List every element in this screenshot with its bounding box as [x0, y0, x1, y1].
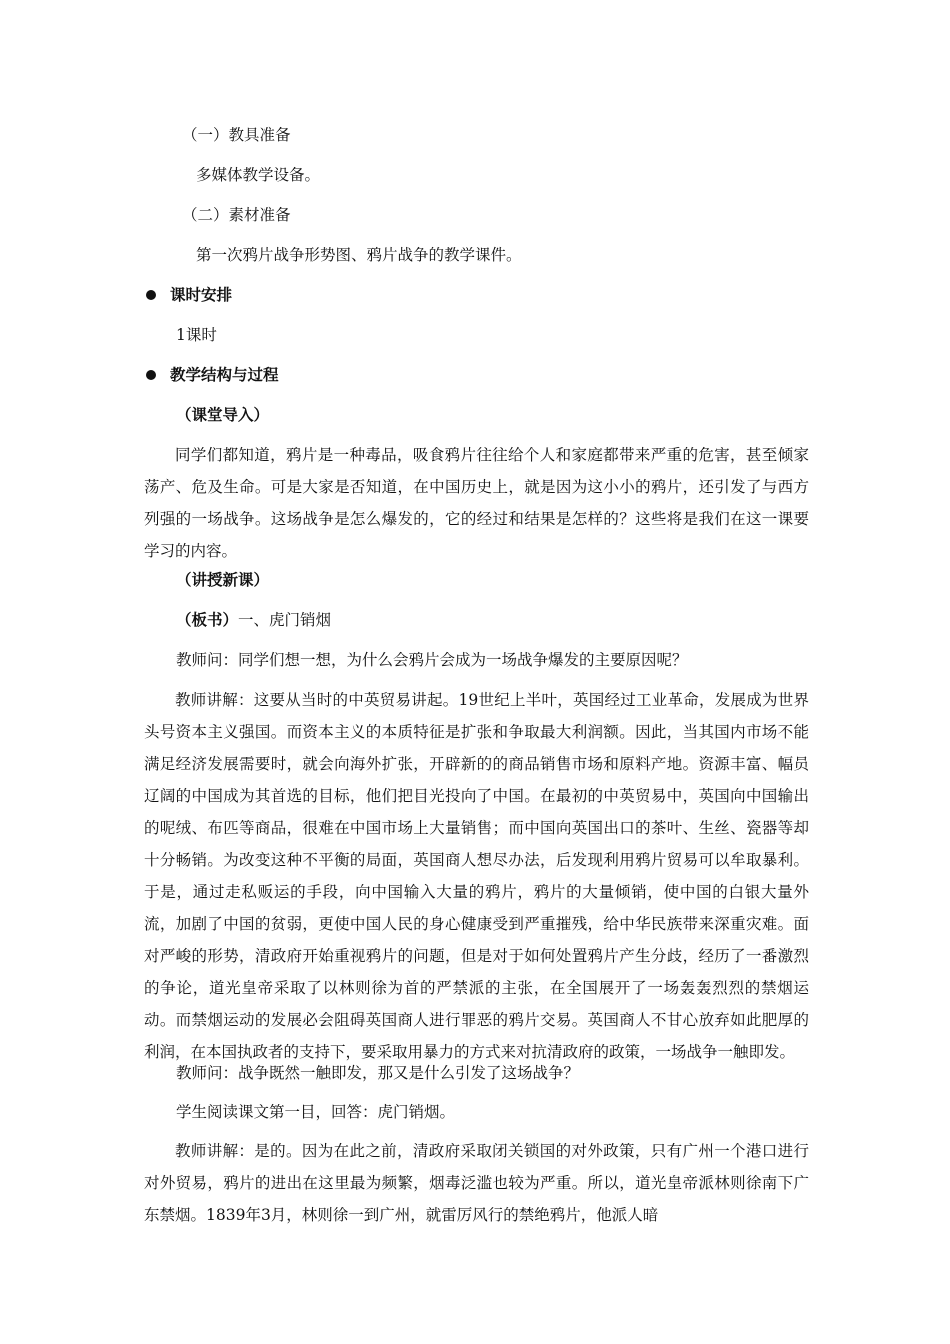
bullet-icon	[146, 290, 156, 300]
student-answer: 学生阅读课文第一目，回答：虎门销烟。	[176, 1103, 456, 1121]
teacher-question-2: 教师问：战争既然一触即发，那又是什么引发了这场战争？	[176, 1064, 580, 1082]
intro-label: （课堂导入）	[176, 405, 270, 424]
board-text: 一、虎门销烟	[238, 611, 332, 629]
prep-materials-heading: （二）素材准备	[182, 206, 291, 224]
schedule-heading: 课时安排	[170, 285, 233, 304]
board-line	[176, 610, 331, 630]
teacher-question-1: 教师问：同学们想一想，为什么会鸦片会成为一场战争爆发的主要原因呢？	[176, 651, 688, 669]
teacher-explanation-2: 教师讲解：是的。因为在此之前，清政府采取闭关锁国的对外政策，只有广州一个港口进行对外贸易，鸦片的进出在这里最为频繁，烟毒泛滥也较为严重。所以，道光皇帝派林则徐南下广东禁烟。1839年3月，林则徐一到广州，就雷厉风行的禁绝鸦片，他派人暗	[144, 1142, 809, 1224]
bullet-icon	[146, 370, 156, 380]
prep-materials-text: 第一次鸦片战争形势图、鸦片战争的教学课件。	[196, 246, 522, 264]
prep-tools-heading: （一）教具准备	[182, 126, 291, 144]
board-label: （板书）	[176, 610, 239, 629]
prep-tools-text: 多媒体教学设备。	[196, 166, 321, 184]
teacher-explanation-1: 教师讲解：这要从当时的中英贸易讲起。19世纪上半叶，英国经过工业革命，发展成为世界头号资本主义强国。而资本主义的本质特征是扩张和争取最大利润额。因此，当其国内市场不能满足经济发展需要时，就会向海外扩张，开辟新的的商品销售市场和原料产地。资源丰富、幅员辽阔的中国成为其首选的目标，他们把目光投向了中国。在最初的中英贸易中，英国向中国输出的呢绒、布匹等商品，很难在中国市场上大量销售；而中国向英国出口的茶叶、生丝、瓷器等却十分畅销。为改变这种不平衡的局面，英国商人想尽办法，后发现利用鸦片贸易可以牟取暴利。于是，通过走私贩运的手段，向中国输入大量的鸦片，鸦片的大量倾销，使中国的白银大量外流，加剧了中国的贫弱，更使中国人民的身心健康受到严重摧残，给中华民族带来深重灾难。面对严峻的形势，清政府开始重视鸦片的问题，但是对于如何处置鸦片产生分歧，经历了一番激烈的争论，道光皇帝采取了以林则徐为首的严禁派的主张，在全国展开了一场轰轰烈烈的禁烟运动。而禁烟运动的发展必会阻碍英国商人进行罪恶的鸦片交易。英国商人不甘心放弃如此肥厚的利润，在本国执政者的支持下，要采取用暴力的方式来对抗清政府的政策，一场战争一触即发。	[144, 691, 809, 1061]
intro-paragraph: 同学们都知道，鸦片是一种毒品，吸食鸦片往往给个人和家庭都带来严重的危害，甚至倾家荡产、危及生命。可是大家是否知道，在中国历史上，就是因为这小小的鸦片，还引发了与西方列强的一场战争。这场战争是怎么爆发的，它的经过和结果是怎样的？这些将是我们在这一课要学习的内容。	[144, 446, 809, 560]
schedule-text: 1课时	[176, 326, 217, 344]
new-lesson-label: （讲授新课）	[176, 570, 270, 589]
structure-heading: 教学结构与过程	[170, 365, 279, 384]
